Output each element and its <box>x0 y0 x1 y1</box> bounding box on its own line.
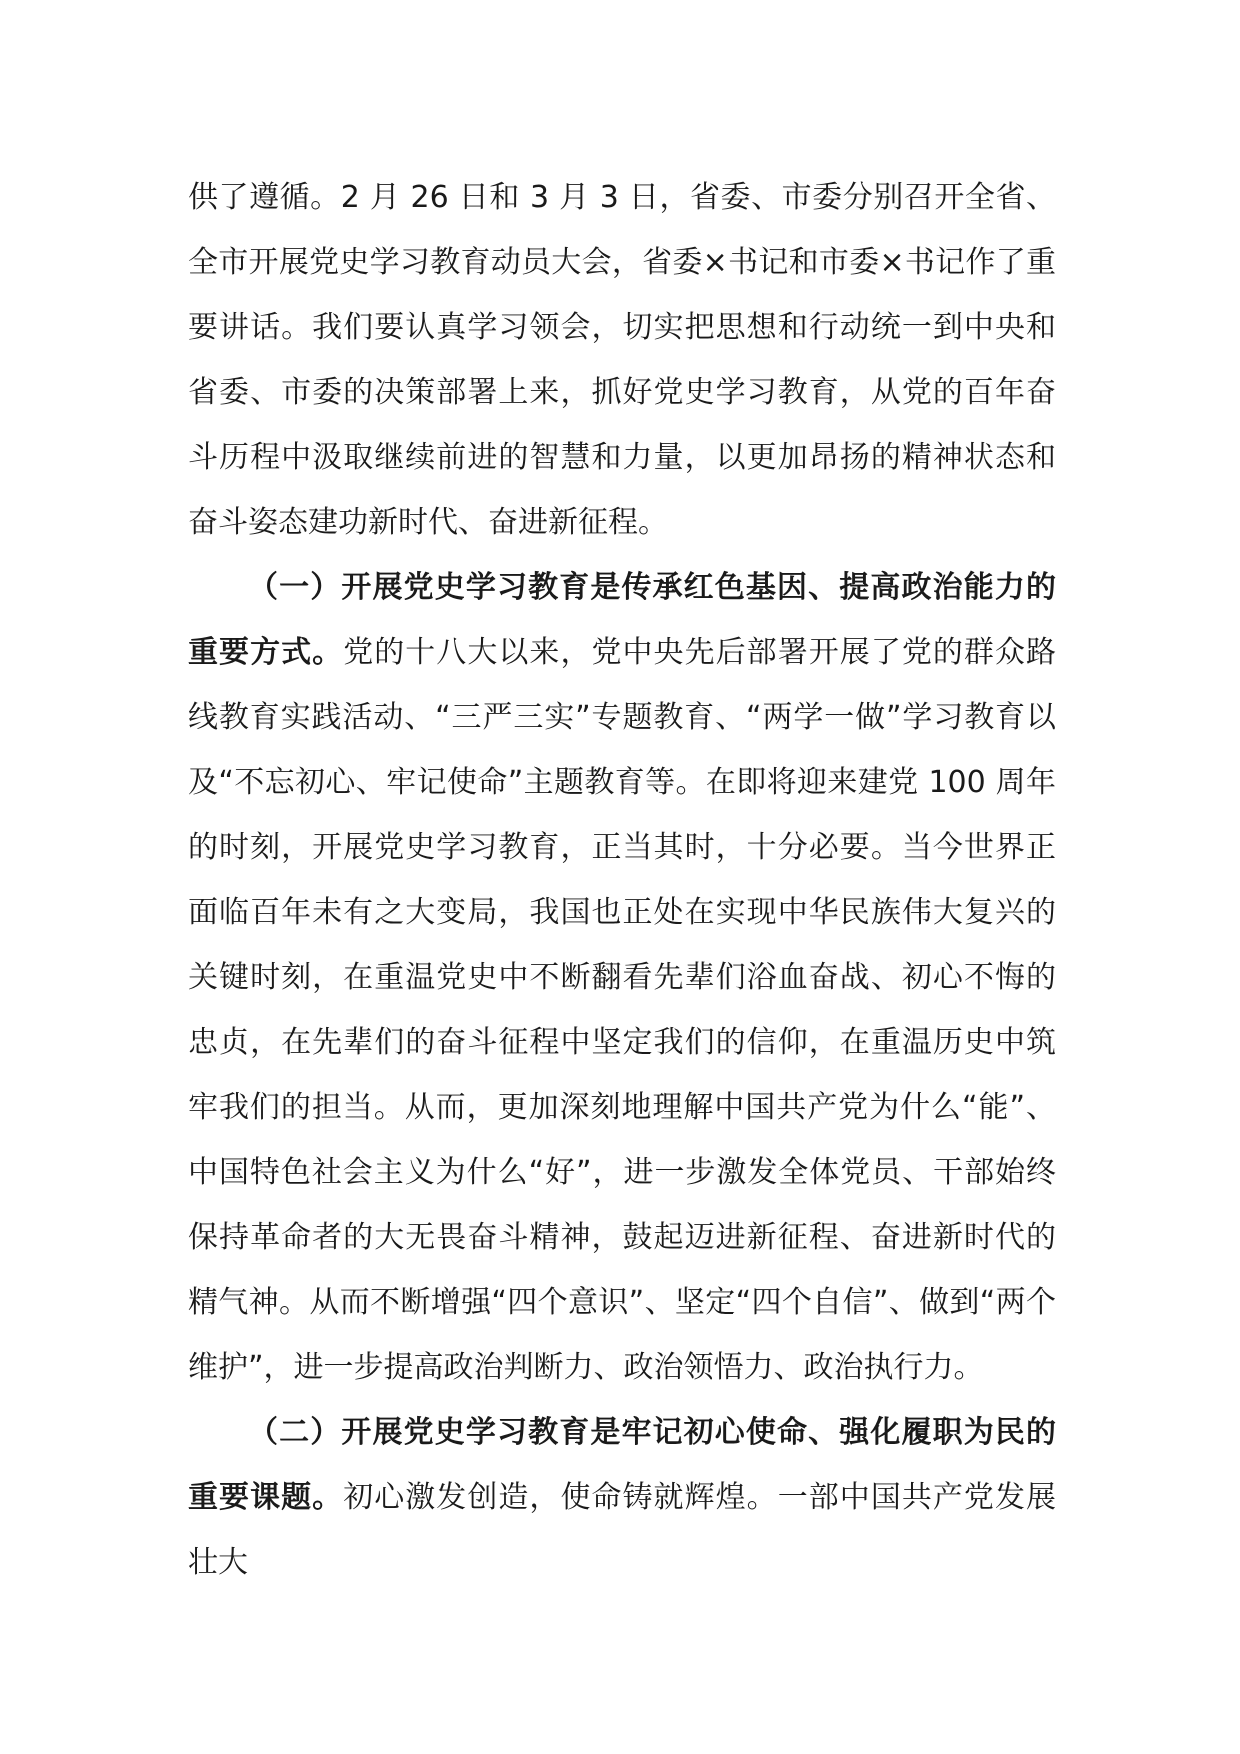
paragraph-text: 党的十八大以来，党中央先后部署开展了党的群众路线教育实践活动、“三严三实”专题教育、“两学一做”学习教育以及“不忘初心、牢记使命”主题教育等。在即将迎来建党 100 周年的时刻，开展党史学习教育，正当其时，十分必要。当今世界正面临百年未有之大变局，我国也正处在实现中华民族伟大复兴的关键时刻，在重温党史中不断翻看先辈们浴血奋战、初心不悔的忠贞，在先辈们的奋斗征程中坚定我们的信仰，在重温历史中筑牢我们的担当。从而，更加深刻地理解中国共产党为什么“能”、中国特色社会主义为什么“好”，进一步激发全体党员、干部始终保持革命者的大无畏奋斗精神，鼓起迈进新征程、奋进新时代的精气神。从而不断增强“四个意识”、坚定“四个自信”、做到“两个维护”，进一步提高政治判断力、政治领悟力、政治执行力。 <box>188 635 1057 1385</box>
section-heading-1: （一）开展党史学习教育是传承红色基因、提高政治能力的重要方式。 <box>188 570 1056 670</box>
paragraph-text: 供了遵循。2 月 26 日和 3 月 3 日，省委、市委分别召开全省、全市开展党史学习教育动员大会，省委×书记和市委×书记作了重要讲话。我们要认真学习领会，切实把思想和行动统一到中央和省委、市委的决策部署上来，抓好党史学习教育，从党的百年奋斗历程中汲取继续前进的智慧和力量，以更加昂扬的精神状态和奋斗姿态建功新时代、奋进新征程。 <box>188 180 1056 540</box>
section-paragraph-2 <box>188 1400 1056 1595</box>
section-heading-2: （二）开展党史学习教育是牢记初心使命、强化履职为民的重要课题。 <box>188 1415 1056 1515</box>
paragraph-continued <box>188 165 1056 555</box>
document-body <box>188 165 1056 1595</box>
paragraph-text: 初心激发创造，使命铸就辉煌。一部中国共产党发展壮大 <box>188 1480 1057 1580</box>
section-paragraph-1 <box>188 555 1056 1400</box>
